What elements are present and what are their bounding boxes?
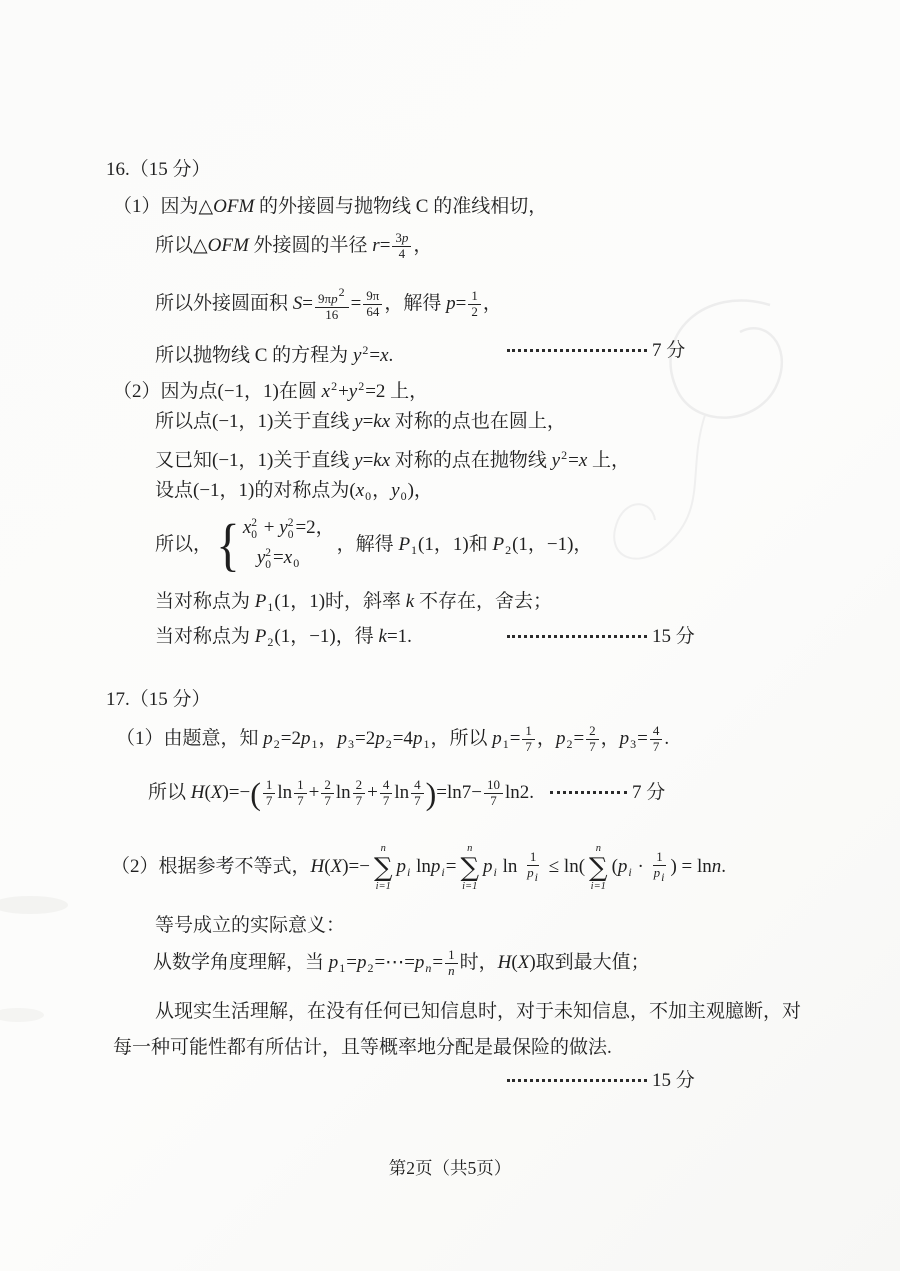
equation-system: { x 2 0 + y 2 0 =2， y 2 0 $=x_0$ (216, 512, 335, 578)
page-footer: 第2页（共5页） (388, 1158, 512, 1178)
math-fraction: $\frac{2}{7}$ (321, 778, 334, 809)
stacked-subsup: 2 0 (265, 546, 272, 571)
line-16-1-equation: 所以抛物线 C 的方程为 $y^2=x$. (155, 343, 394, 366)
math-fraction: $\frac{3p}{4}$ (392, 231, 411, 262)
dotted-leader (507, 635, 647, 638)
line-16-1-premise: （1）因为△OFM 的外接圆与抛物线 C 的准线相切， (113, 196, 548, 217)
math-fraction: $\frac{1}{2}$ (468, 289, 481, 320)
line-16-1-area: 所以外接圆面积 S= $\frac{9\pi p2}{16}$ = $\frac{9\pi}{64}$ ，解得 p= $\frac{1}{2}$ ， (155, 285, 502, 322)
math-fraction: $\frac{4}{7}$ (380, 778, 393, 809)
line-17-2-life-view-b: 每一种可能性都有所估计，且等概率地分配是最保险的做法. (113, 1037, 612, 1058)
line-16-2-system: 所以， { x 2 0 + y 2 0 =2， y 2 0 $=x_0$ ，解得 $P_1(1$，1)和 $P_2(1$，−1)， (155, 512, 593, 578)
math-fraction: $\frac{4}{7}$ (650, 724, 663, 755)
math-fraction: $\frac{9\pi}{64}$ (363, 289, 382, 320)
line-16-1-radius: 所以△OFM 外接圆的半径 r= $\frac{3p}{4}$ ， (155, 230, 433, 261)
score-7-marks-16: 7 分 (505, 337, 685, 364)
problem-16-header: 16.（15 分） (106, 159, 211, 180)
line-17-2-math-view: 从数学角度理解，当 $p_1=p_2=\cdots=p_n=$ $\frac{1}{n}$ 时，H(X)取到最大值； (153, 947, 650, 978)
math-fraction: $\frac{2}{7}$ (353, 778, 366, 809)
system-brace: { (216, 512, 240, 578)
line-17-2-meaning-title: 等号成立的实际意义： (155, 915, 346, 936)
stacked-subsup: 2 0 (287, 516, 294, 541)
math-fraction: $\frac{9\pi p2}{16}$ (315, 286, 349, 323)
stacked-subsup: 2 0 (251, 516, 258, 541)
summation-symbol: n ∑ i=1 (373, 843, 393, 892)
math-fraction: $\frac{1}{pi}$ (653, 849, 665, 885)
line-17-1-entropy: 所以 H(X)=−( $\frac{1}{7}$ ln $\frac{1}{7}$ + $\frac{2}{7}$ ln $\frac{2}{7}$ + $\frac{4}{7}$ ln $\frac{4}{7}$ )=ln7− $\frac{10}{7}$ ln2. 7 分 (148, 775, 666, 812)
math-fraction: $\frac{1}{pi}$ (527, 849, 538, 885)
summation-symbol: n ∑ i=1 (460, 843, 480, 892)
dotted-leader (550, 791, 627, 794)
score-15-marks-16: 15 分 (505, 623, 695, 650)
line-16-2-premise: （2）因为点(−1，1)在圆 $x^2+y^2=2$ 上， (113, 379, 429, 402)
math-fraction: $\frac{1}{n}$ (445, 948, 458, 979)
line-16-2-parabola-symmetry: 又已知(−1，1)关于直线 y=kx 对称的点在抛物线 $y^2=x$ 上， (155, 448, 631, 471)
line-17-1-probabilities: （1）由题意，知 $p_2=2p_1$，$p_3=2p_2=4p_1$，所以 $p_1=$ $\frac{1}{7}$ ，$p_2=$ $\frac{2}{7}$ ，$p_3=$ $\frac{4}{7}$ . (116, 723, 670, 754)
math-fraction: $\frac{2}{7}$ (586, 724, 599, 755)
dotted-leader (507, 1079, 647, 1082)
math-fraction: $\frac{1}{7}$ (294, 778, 307, 809)
math-fraction: $\frac{1}{7}$ (522, 724, 535, 755)
math-fraction: $\frac{1}{7}$ (263, 778, 276, 809)
line-16-2-circle-symmetry: 所以点(−1，1)关于直线 y=kx 对称的点也在圆上， (155, 411, 566, 432)
line-16-2-case-p1: 当对称点为 $P_1(1$，1)时，斜率 k 不存在，舍去； (155, 591, 552, 614)
math-fraction: $\frac{10}{7}$ (484, 778, 503, 809)
line-16-2-set-point: 设点(−1，1)的对称点为($x_0$，$y_0$)， (155, 480, 433, 503)
score-15-marks-17: 15 分 (505, 1067, 695, 1094)
summation-symbol: n ∑ i=1 (589, 843, 608, 892)
line-16-2-case-p2: 当对称点为 $P_2(1$，−1)，得 k=1. (155, 626, 412, 649)
problem-17-header: 17.（15 分） (106, 689, 211, 710)
line-17-2-life-view-a: 从现实生活理解，在没有任何已知信息时，对于未知信息，不加主观臆断，对 (155, 1001, 802, 1022)
line-17-2-inequality: （2）根据参考不等式，H(X)=− n ∑ i=1 $p_i$ lnp$_i$= n ∑ i=1 $p_i$ ln $\frac{1}{pi}$ ≤ ln( n ∑ i=1 ($p_i$ · $\frac{1}{pi}$ ) = lnn. (111, 843, 727, 892)
dotted-leader (507, 349, 647, 352)
math-fraction: $\frac{4}{7}$ (411, 778, 424, 809)
